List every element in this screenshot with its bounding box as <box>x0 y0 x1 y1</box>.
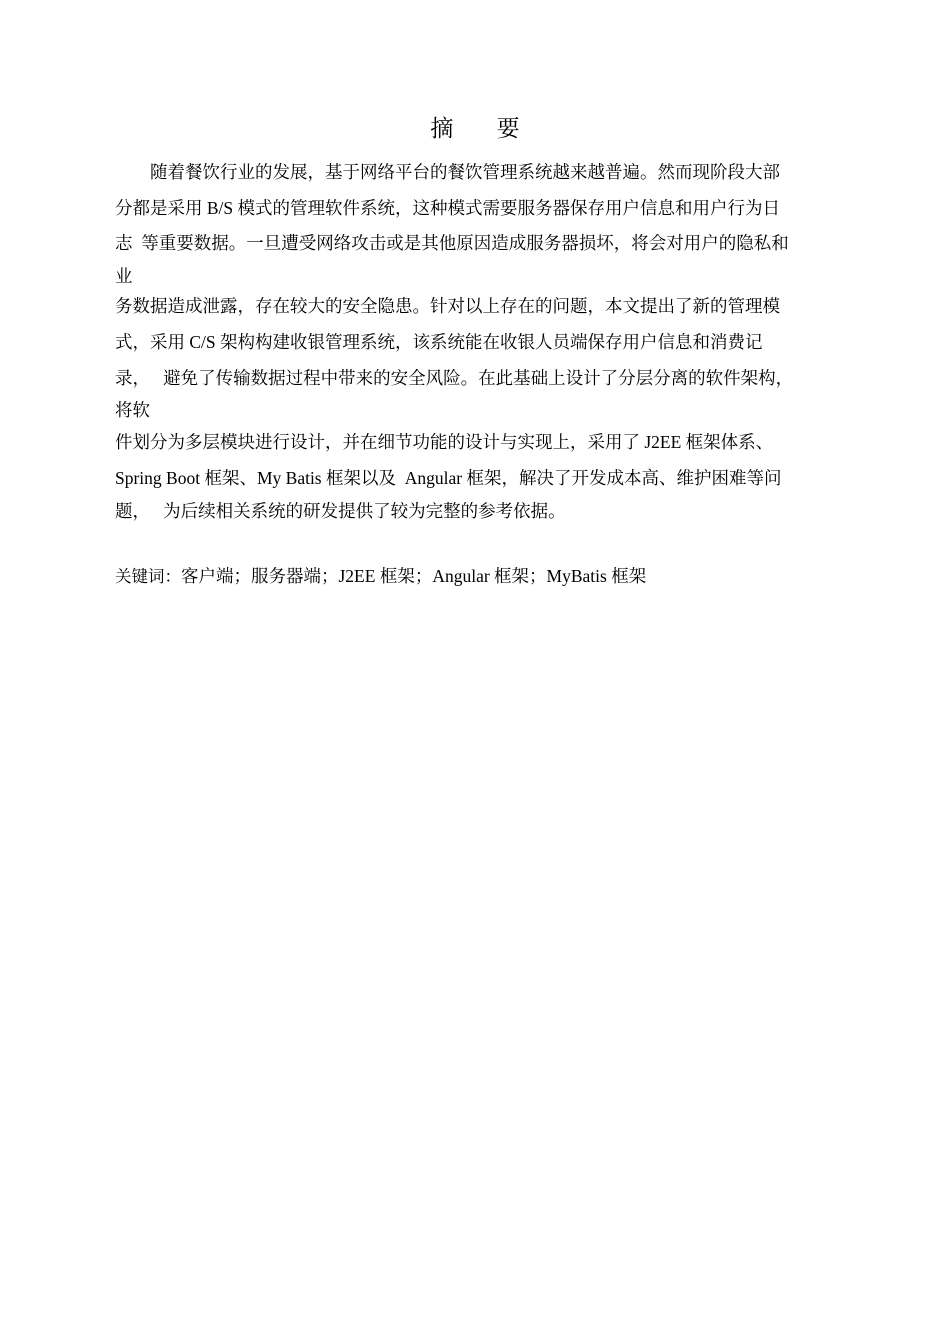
abstract-line: 将软 <box>115 400 150 420</box>
keywords-label: 关键词： <box>115 567 181 586</box>
abstract-line: 务数据造成泄露，存在较大的安全隐患。针对以上存在的问题，本文提出了新的管理模 <box>115 296 780 316</box>
abstract-line: 业 <box>115 266 133 286</box>
abstract-line: 志 等重要数据。一旦遭受网络攻击或是其他原因造成服务器损坏，将会对用户的隐私和 <box>115 233 789 253</box>
abstract-line: 件划分为多层模块进行设计，并在细节功能的设计与实现上，采用了 J2EE 框架体系、 <box>115 432 774 452</box>
abstract-line: 随着餐饮行业的发展，基于网络平台的餐饮管理系统越来越普遍。然而现阶段大部 <box>115 162 780 182</box>
abstract-line: 式，采用 C/S 架构构建收银管理系统，该系统能在收银人员端保存用户信息和消费记 <box>115 332 763 352</box>
abstract-line: 题， 为后续相关系统的研发提供了较为完整的参考依据。 <box>115 501 566 521</box>
abstract-line: 分都是采用 B/S 模式的管理软件系统，这种模式需要服务器保存用户信息和用户行为日 <box>115 198 781 218</box>
abstract-line: Spring Boot 框架、My Batis 框架以及 Angular 框架，解决了开发成本高、维护困难等问 <box>115 468 782 488</box>
keywords-line <box>115 564 646 589</box>
keywords-text: 客户端；服务器端；J2EE 框架；Angular 框架；MyBatis 框架 <box>181 566 647 586</box>
abstract-line: 录， 避免了传输数据过程中带来的安全风险。在此基础上设计了分层分离的软件架构， <box>115 368 794 388</box>
page-title: 摘 要 <box>430 116 538 142</box>
